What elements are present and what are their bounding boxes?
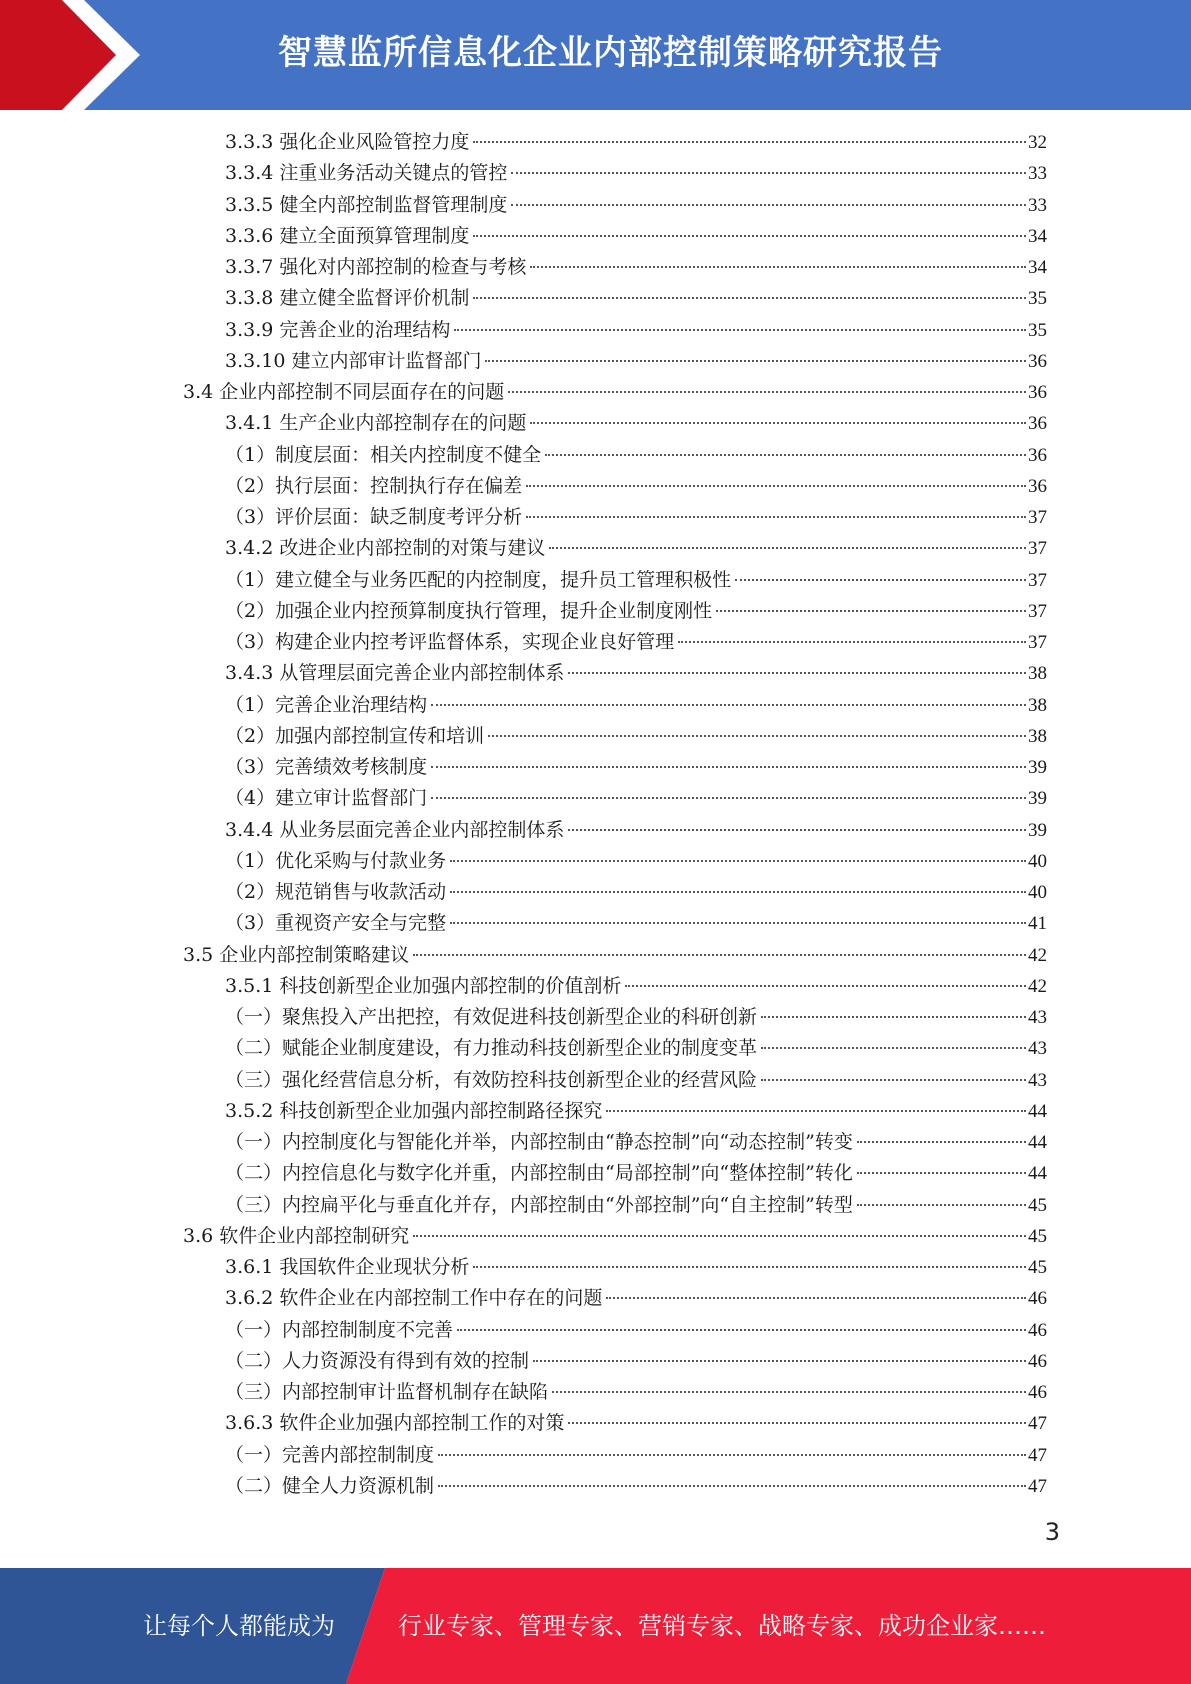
toc-dot-leader: [511, 204, 1026, 206]
toc-entry-page: 38: [1028, 663, 1047, 685]
toc-dot-leader: [508, 391, 1026, 393]
toc-entry-page: 36: [1028, 382, 1047, 403]
footer-banner: [0, 1568, 1191, 1684]
toc-dot-leader: [568, 672, 1026, 674]
toc-entry-label: （一）聚焦投入产出把控，有效促进科技创新型企业的科研创新: [225, 1006, 758, 1028]
toc-dot-leader: [473, 1266, 1026, 1268]
toc-dot-leader: [857, 1141, 1026, 1143]
toc-entry-page: 44: [1028, 1132, 1047, 1153]
toc-dot-leader: [526, 485, 1026, 487]
toc-entry-page: 37: [1028, 507, 1047, 528]
footer-slogan-right: 行业专家、管理专家、营销专家、战略专家、成功企业家……: [398, 1612, 1046, 1640]
toc-entry-page: 35: [1028, 319, 1047, 341]
toc-entry[interactable]: [225, 596, 1047, 627]
toc-entry-label: （3）完善绩效考核制度: [225, 756, 428, 778]
toc-entry-page: 45: [1028, 1225, 1047, 1247]
toc-dot-leader: [530, 266, 1026, 268]
toc-entry[interactable]: [225, 1190, 1047, 1221]
toc-entry[interactable]: [225, 1158, 1047, 1189]
toc-dot-leader: [431, 704, 1026, 706]
toc-entry-page: 46: [1028, 1350, 1047, 1372]
toc-entry-label: （2）加强内部控制宣传和培训: [225, 724, 485, 747]
toc-entry-label: （1）优化采购与付款业务: [225, 849, 447, 872]
toc-entry[interactable]: [225, 1315, 1047, 1346]
toc-entry[interactable]: [225, 127, 1047, 158]
toc-entry-page: 34: [1028, 257, 1047, 278]
toc-entry-label: 3.5.2 科技创新型企业加强内部控制路径探究: [225, 1099, 603, 1122]
toc-entry-page: 42: [1028, 944, 1047, 966]
toc-dot-leader: [857, 1204, 1026, 1206]
toc-dot-leader: [488, 735, 1026, 737]
toc-entry-page: 47: [1028, 1444, 1047, 1466]
toc-entry-label: （2）规范销售与收款活动: [225, 881, 447, 903]
document-title: 智慧监所信息化企业内部控制策略研究报告: [278, 33, 943, 73]
toc-entry-page: 36: [1028, 350, 1047, 372]
toc-entry[interactable]: [225, 440, 1047, 471]
toc-dot-leader: [625, 985, 1026, 987]
toc-entry[interactable]: [225, 971, 1047, 1002]
toc-entry[interactable]: [225, 252, 1047, 283]
toc-entry-label: 3.3.10 建立内部审计监督部门: [225, 349, 482, 372]
toc-entry[interactable]: [225, 846, 1047, 877]
toc-entry-label: 3.6.3 软件企业加强内部控制工作的对策: [225, 1412, 565, 1435]
toc-entry-page: 45: [1028, 1194, 1047, 1216]
toc-entry[interactable]: [225, 471, 1047, 502]
toc-entry[interactable]: [225, 1471, 1047, 1502]
toc-dot-leader: [857, 1172, 1026, 1174]
toc-dot-leader: [413, 1235, 1026, 1237]
toc-entry-page: 36: [1028, 444, 1047, 466]
toc-entry-label: （2）执行层面：控制执行存在偏差: [225, 474, 523, 497]
header-banner: [0, 0, 1191, 110]
toc-dot-leader: [530, 422, 1026, 424]
toc-entry[interactable]: [225, 1440, 1047, 1471]
toc-entry-label: （3）构建企业内控考评监督体系，实现企业良好管理: [225, 631, 675, 653]
toc-entry-label: 3.5 企业内部控制策略建议: [183, 943, 410, 966]
toc-entry-label: 3.4.3 从管理层面完善企业内部控制体系: [225, 662, 565, 685]
toc-entry[interactable]: [225, 1346, 1047, 1377]
toc-entry[interactable]: [225, 1283, 1047, 1314]
toc-entry[interactable]: [225, 502, 1047, 533]
toc-entry[interactable]: [183, 377, 1047, 408]
toc-dot-leader: [457, 1329, 1026, 1331]
toc-entry[interactable]: [225, 1065, 1047, 1096]
toc-entry-label: 3.6 软件企业内部控制研究: [183, 1224, 410, 1247]
toc-dot-leader: [413, 954, 1026, 956]
toc-entry-label: （二）内控信息化与数字化并重，内部控制由“局部控制”向“整体控制”转化: [225, 1162, 853, 1185]
toc-entry-page: 37: [1028, 600, 1047, 622]
toc-entry-page: 39: [1028, 819, 1047, 841]
toc-entry-label: 3.3.9 完善企业的治理结构: [225, 318, 451, 341]
toc-entry-page: 40: [1028, 850, 1047, 872]
toc-entry-label: （三）内控扁平化与垂直化并存，内部控制由“外部控制”向“自主控制”转型: [225, 1193, 853, 1216]
toc-entry-label: （三）内部控制审计监督机制存在缺陷: [225, 1381, 549, 1403]
toc-entry-page: 46: [1028, 1288, 1047, 1310]
toc-entry-label: 3.3.7 强化对内部控制的检查与考核: [225, 256, 527, 278]
toc-entry-page: 32: [1028, 132, 1047, 153]
toc-entry[interactable]: [183, 940, 1047, 971]
toc-dot-leader: [438, 1485, 1026, 1487]
toc-entry-label: （4）建立审计监督部门: [225, 787, 428, 810]
toc-entry-label: 3.5.1 科技创新型企业加强内部控制的价值剖析: [225, 974, 622, 997]
toc-entry-page: 39: [1028, 788, 1047, 810]
toc-entry-label: 3.4.1 生产企业内部控制存在的问题: [225, 412, 527, 435]
toc-entry[interactable]: [225, 1408, 1047, 1439]
toc-entry[interactable]: [225, 1377, 1047, 1408]
toc-entry[interactable]: [225, 1127, 1047, 1158]
toc-entry-page: 37: [1028, 538, 1047, 560]
toc-entry[interactable]: [225, 690, 1047, 721]
toc-entry[interactable]: [225, 658, 1047, 689]
toc-dot-leader: [552, 1391, 1026, 1393]
toc-dot-leader: [545, 454, 1026, 456]
toc-entry-label: 3.6.1 我国软件企业现状分析: [225, 1256, 470, 1278]
toc-entry[interactable]: [225, 158, 1047, 189]
toc-entry-label: （一）完善内部控制制度: [225, 1443, 435, 1466]
toc-entry-label: （一）内控制度化与智能化并举，内部控制由“静态控制”向“动态控制”转变: [225, 1131, 853, 1153]
toc-entry[interactable]: [225, 721, 1047, 752]
toc-entry-label: 3.3.8 建立健全监督评价机制: [225, 287, 470, 310]
toc-entry-page: 41: [1028, 913, 1047, 935]
toc-dot-leader: [473, 141, 1026, 143]
toc-dot-leader: [568, 829, 1026, 831]
toc-entry-page: 42: [1028, 975, 1047, 997]
toc-entry[interactable]: [225, 1252, 1047, 1283]
toc-entry-page: 39: [1028, 757, 1047, 778]
toc-entry[interactable]: [225, 1033, 1047, 1064]
toc-entry-label: 3.6.2 软件企业在内部控制工作中存在的问题: [225, 1287, 603, 1310]
toc-entry-label: 3.4.2 改进企业内部控制的对策与建议: [225, 537, 546, 560]
toc-entry-label: （3）评价层面：缺乏制度考评分析: [225, 506, 523, 528]
toc-dot-leader: [473, 235, 1026, 237]
toc-dot-leader: [450, 860, 1026, 862]
toc-dot-leader: [761, 1079, 1026, 1081]
toc-entry-label: （二）人力资源没有得到有效的控制: [225, 1349, 530, 1372]
toc-entry-page: 47: [1028, 1413, 1047, 1435]
toc-entry-label: 3.3.4 注重业务活动关键点的管控: [225, 162, 508, 185]
toc-entry[interactable]: [225, 565, 1047, 596]
toc-dot-leader: [485, 360, 1026, 362]
toc-dot-leader: [450, 922, 1026, 924]
toc-entry[interactable]: [225, 315, 1047, 346]
toc-entry-label: 3.3.5 健全内部控制监督管理制度: [225, 193, 508, 216]
toc-entry-page: 43: [1028, 1038, 1047, 1060]
toc-dot-leader: [431, 766, 1026, 768]
toc-entry-label: （2）加强企业内控预算制度执行管理，提升企业制度刚性: [225, 599, 713, 622]
toc-dot-leader: [716, 610, 1026, 612]
toc-dot-leader: [454, 329, 1026, 331]
toc-entry[interactable]: [225, 752, 1047, 783]
toc-entry[interactable]: [225, 1096, 1047, 1127]
toc-entry-page: 47: [1028, 1475, 1047, 1497]
toc-dot-leader: [761, 1047, 1026, 1049]
toc-entry-label: 3.4 企业内部控制不同层面存在的问题: [183, 381, 505, 403]
toc-entry[interactable]: [225, 815, 1047, 846]
toc-entry-page: 45: [1028, 1257, 1047, 1278]
toc-entry-label: （1）完善企业治理结构: [225, 693, 428, 716]
toc-dot-leader: [568, 1422, 1026, 1424]
toc-entry-label: 3.3.3 强化企业风险管控力度: [225, 131, 470, 153]
toc-entry-label: （一）内部控制制度不完善: [225, 1318, 454, 1341]
toc-entry[interactable]: [225, 1002, 1047, 1033]
toc-entry[interactable]: [225, 221, 1047, 252]
toc-entry-page: 46: [1028, 1382, 1047, 1403]
toc-entry-page: 43: [1028, 1069, 1047, 1091]
footer-slogan-left: 让每个人都能成为: [143, 1612, 335, 1640]
toc-entry-page: 37: [1028, 632, 1047, 653]
page-number: 3: [1044, 1518, 1060, 1546]
toc-dot-leader: [431, 797, 1026, 799]
toc-entry-page: 38: [1028, 694, 1047, 716]
toc-entry[interactable]: [225, 783, 1047, 814]
toc-entry-page: 33: [1028, 194, 1047, 216]
toc-dot-leader: [678, 641, 1026, 643]
toc-dot-leader: [450, 891, 1026, 893]
toc-entry-page: 36: [1028, 475, 1047, 497]
toc-entry-page: 44: [1028, 1163, 1047, 1185]
toc-entry-page: 35: [1028, 288, 1047, 310]
toc-entry[interactable]: [225, 190, 1047, 221]
toc-entry-label: （3）重视资产安全与完整: [225, 912, 447, 935]
toc-entry-page: 40: [1028, 882, 1047, 903]
toc-dot-leader: [438, 1454, 1026, 1456]
toc-entry-page: 37: [1028, 569, 1047, 591]
toc-dot-leader: [473, 297, 1026, 299]
toc-entry-label: 3.3.6 建立全面预算管理制度: [225, 224, 470, 247]
toc-entry-label: （二）赋能企业制度建设，有力推动科技创新型企业的制度变革: [225, 1037, 758, 1060]
toc-entry-page: 36: [1028, 413, 1047, 435]
toc-entry-label: （1）制度层面：相关内控制度不健全: [225, 443, 542, 466]
toc-entry[interactable]: [183, 1221, 1047, 1252]
toc-dot-leader: [761, 1016, 1026, 1018]
toc-entry-label: （1）建立健全与业务匹配的内控制度，提升员工管理积极性: [225, 568, 732, 591]
toc-dot-leader: [549, 547, 1026, 549]
toc-dot-leader: [735, 579, 1026, 581]
toc-dot-leader: [526, 516, 1026, 518]
toc-entry-page: 43: [1028, 1007, 1047, 1028]
toc-entry[interactable]: [225, 346, 1047, 377]
toc-entry-page: 33: [1028, 163, 1047, 185]
toc-entry-label: 3.4.4 从业务层面完善企业内部控制体系: [225, 818, 565, 841]
toc-entry[interactable]: [225, 533, 1047, 564]
toc-entry-label: （三）强化经营信息分析，有效防控科技创新型企业的经营风险: [225, 1068, 758, 1091]
toc-entry-page: 34: [1028, 225, 1047, 247]
toc-dot-leader: [606, 1297, 1026, 1299]
toc-entry-page: 44: [1028, 1100, 1047, 1122]
toc-dot-leader: [533, 1360, 1026, 1362]
toc-dot-leader: [606, 1110, 1026, 1112]
toc-dot-leader: [511, 172, 1026, 174]
toc-entry[interactable]: [225, 908, 1047, 939]
toc-entry[interactable]: [225, 408, 1047, 439]
toc-entry[interactable]: [225, 877, 1047, 908]
toc-entry[interactable]: [225, 283, 1047, 314]
toc-entry-page: 38: [1028, 725, 1047, 747]
toc-entry[interactable]: [225, 627, 1047, 658]
toc-entry-label: （二）健全人力资源机制: [225, 1474, 435, 1497]
toc-entry-page: 46: [1028, 1319, 1047, 1341]
